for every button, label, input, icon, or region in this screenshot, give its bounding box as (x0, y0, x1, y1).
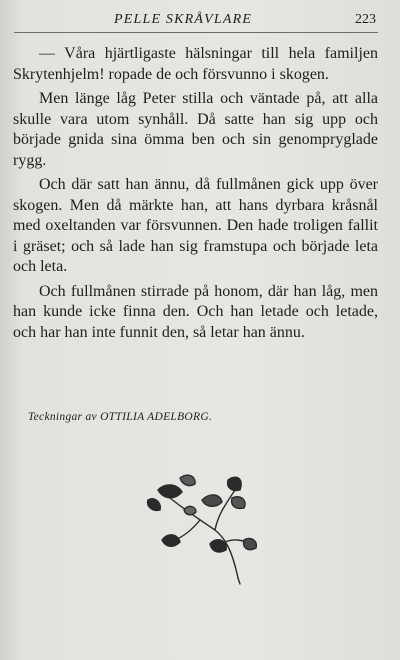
body-text (13, 44, 378, 347)
illustration-credit: Teckningar av OTTILIA ADELBORG. (28, 411, 213, 423)
paragraph: — Våra hjärtligaste hälsningar till hela familjen Skrytenhjelm! ropade de och försvunno i skogen. (13, 45, 378, 83)
paragraph: Men länge låg Peter stilla och väntade på, att alla skulle vara utom synhåll. Då satte han sig upp och började gnida sina ömma ben och sin genompryglade rygg. (13, 90, 378, 169)
running-title: PELLE SKRÅVLARE (114, 12, 253, 27)
paragraph: Och fullmånen stirrade på honom, där han låg, men han kunde icke finna den. Och han letade och letade, och har han inte funnit den, så letar han ännu. (13, 282, 378, 341)
paragraph: Och där satt han ännu, då fullmånen gick upp över skogen. Men då märkte han, att hans dyrbara kråsnål med oxeltanden var försvunnen. Den hade troligen fallit i gräset; och så lade han sig framstupa och började leta och leta. (13, 176, 378, 275)
flower-sprig-icon (140, 470, 270, 590)
running-head (14, 10, 378, 33)
page-number: 223 (355, 12, 376, 27)
